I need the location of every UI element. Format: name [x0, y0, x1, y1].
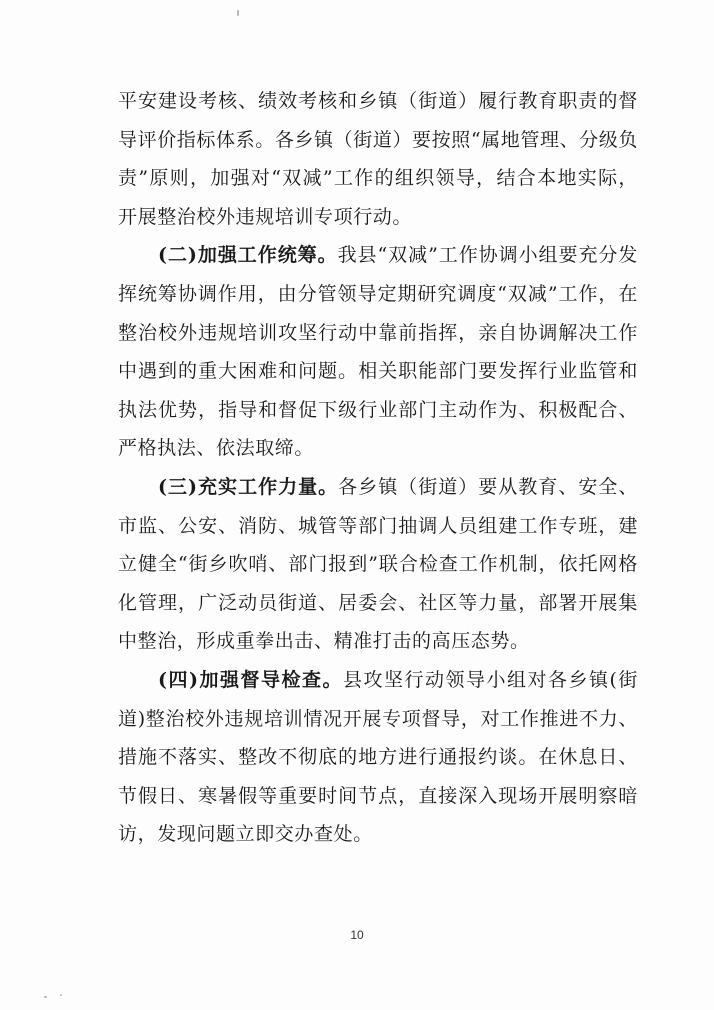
- page-number: 10: [350, 928, 364, 942]
- paragraph-strengthen-coordination: [118, 236, 638, 468]
- paragraph-enrich-workforce: [118, 468, 638, 661]
- paragraph-text: 平安建设考核、绩效考核和乡镇（街道）履行教育职责的督导评价指标体系。各乡镇（街道）要按照“属地管理、分级负责”原则，加强对“双减”工作的组织领导，结合本地实际，开展整治校外违规培训专项行动。: [118, 90, 638, 228]
- paragraph-text: 我县“双减”工作协调小组要充分发挥统筹协调作用，由分管领导定期研究调度“双减”工作，在整治校外违规培训攻坚行动中靠前指挥，亲自协调解决工作中遇到的重大困难和问题。相关职能部门要发挥行业监管和执法优势，指导和督促下级行业部门主动作为、积极配合、严格执法、依法取缔。: [118, 244, 638, 460]
- paragraph-heading: (二)加强工作统筹。: [158, 244, 338, 267]
- paragraph-continuation: [118, 82, 638, 236]
- paragraph-heading: (三)充实工作力量。: [158, 475, 339, 498]
- scan-speck: [237, 10, 239, 16]
- paragraph-strengthen-supervision: [118, 661, 638, 854]
- paragraph-text: 各乡镇（街道）要从教育、安全、市监、公安、消防、城管等部门抽调人员组建工作专班，建立健全“街乡吹哨、部门报到”联合检查工作机制，依托网格化管理，广泛动员街道、居委会、社区等力量，部署开展集中整治，形成重拳出击、精准打击的高压态势。: [118, 475, 638, 653]
- scan-speck: [44, 996, 47, 998]
- document-body: [118, 82, 638, 854]
- scan-speck: [60, 994, 62, 996]
- paragraph-heading: (四)加强督导检查。: [158, 668, 343, 691]
- paragraph-text: 县攻坚行动领导小组对各乡镇(街道)整治校外违规培训情况开展专项督导，对工作推进不力、措施不落实、整改不彻底的地方进行通报约谈。在休息日、节假日、寒暑假等重要时间节点，直接深入现场开展明察暗访，发现问题立即交办查处。: [118, 668, 638, 846]
